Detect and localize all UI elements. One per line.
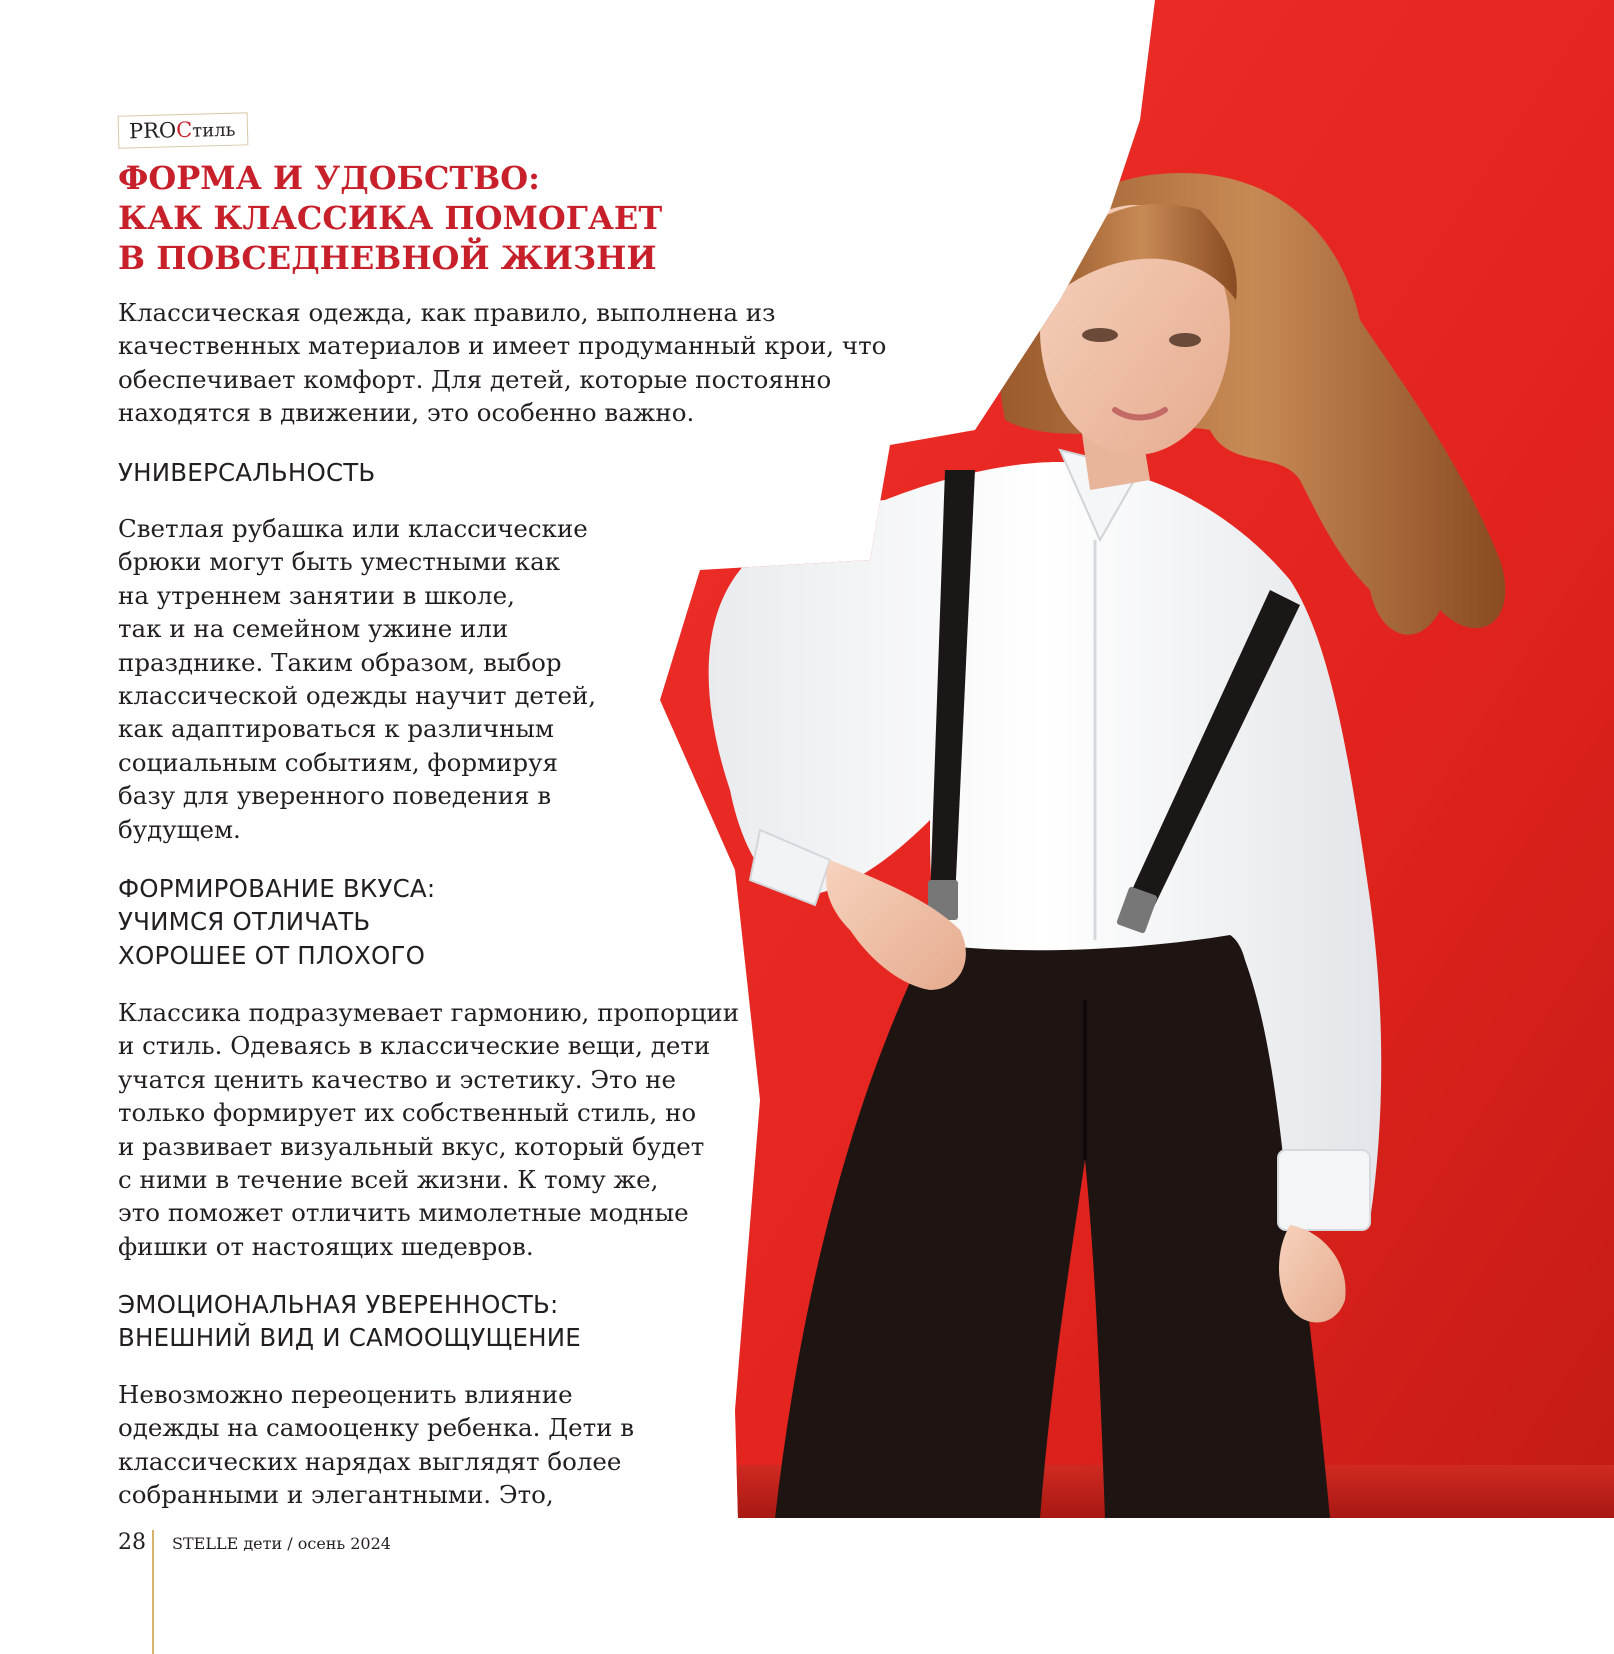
text-line: празднике. Таким образом, выбор bbox=[118, 647, 562, 677]
text-line: фишки от настоящих шедевров. bbox=[118, 1231, 534, 1261]
text-line: как адаптироваться к различным bbox=[118, 714, 554, 744]
text-line: одежды на самооценку ребенка. Дети в bbox=[118, 1413, 635, 1443]
text-line: базу для уверенного поведения в bbox=[118, 781, 552, 811]
text-line: обеспечивает комфорт. Для детей, которые постоянно bbox=[118, 364, 832, 394]
text-line: на утреннем занятии в школе, bbox=[118, 580, 515, 610]
text-line: находятся в движении, это особенно важно. bbox=[118, 398, 695, 428]
section-tag-prostil bbox=[118, 112, 249, 148]
subheading-line: ХОРОШЕЕ ОТ ПЛОХОГО bbox=[118, 940, 426, 970]
text-line: Невозможно переоценить влияние bbox=[118, 1380, 573, 1409]
text-line: собранными и элегантными. Это, bbox=[118, 1480, 554, 1510]
page-number: 28 bbox=[118, 1530, 146, 1555]
text-line: качественных материалов и имеет продуманный крои, что bbox=[118, 331, 887, 361]
headline-line: ФОРМА И УДОБСТВО: bbox=[118, 159, 540, 197]
subheading-line: ЭМОЦИОНАЛЬНАЯ УВЕРЕННОСТЬ: bbox=[118, 1290, 559, 1319]
text-line: так и на семейном ужине или bbox=[118, 614, 509, 644]
subheading-line: ФОРМИРОВАНИЕ ВКУСА: bbox=[118, 874, 436, 903]
text-line: брюки могут быть уместными как bbox=[118, 547, 561, 577]
subheading-line: УНИВЕРСАЛЬНОСТЬ bbox=[118, 458, 376, 487]
text-line: Классика подразумевает гармонию, пропорции bbox=[118, 998, 740, 1027]
text-line: с ними в течение всей жизни. К тому же, bbox=[118, 1165, 659, 1195]
text-line: классической одежды научит детей, bbox=[118, 681, 597, 711]
text-line: учатся ценить качество и эстетику. Это не bbox=[118, 1064, 677, 1094]
paragraph-universal bbox=[118, 512, 596, 846]
text-line: социальным событиям, формируя bbox=[118, 747, 558, 777]
subheading-taste bbox=[118, 872, 435, 972]
text-line: и стиль. Одеваясь в классические вещи, дети bbox=[118, 1031, 711, 1061]
paragraph-taste bbox=[118, 996, 739, 1263]
text-line: будущем. bbox=[118, 814, 241, 844]
text-line: это поможет отличить мимолетные модные bbox=[118, 1198, 689, 1228]
subheading-line: УЧИМСЯ ОТЛИЧАТЬ bbox=[118, 907, 371, 937]
article-headline bbox=[118, 158, 838, 278]
footer-divider bbox=[152, 1530, 154, 1654]
publication-info: STELLE дети / осень 2024 bbox=[172, 1534, 391, 1553]
headline-line: В ПОВСЕДНЕВНОЙ ЖИЗНИ bbox=[118, 239, 657, 277]
text-line: только формирует их собственный стиль, но bbox=[118, 1098, 697, 1128]
subheading-universal bbox=[118, 456, 375, 489]
intro-paragraph bbox=[118, 296, 886, 430]
section-tag-accent: С bbox=[175, 117, 193, 143]
text-line: Классическая одежда, как правило, выполнена из bbox=[118, 298, 776, 327]
subheading-line: ВНЕШНИЙ ВИД И САМООЩУЩЕНИЕ bbox=[118, 1323, 581, 1353]
section-tag-prefix: PRO bbox=[128, 118, 177, 144]
section-tag-suffix: тиль bbox=[191, 119, 236, 142]
text-line: Светлая рубашка или классические bbox=[118, 514, 588, 543]
headline-line: КАК КЛАССИКА ПОМОГАЕТ bbox=[118, 199, 663, 237]
paragraph-confidence bbox=[118, 1378, 634, 1512]
text-line: классических нарядах выглядят более bbox=[118, 1446, 622, 1476]
subheading-confidence bbox=[118, 1288, 581, 1355]
text-line: и развивает визуальный вкус, который будет bbox=[118, 1131, 705, 1161]
